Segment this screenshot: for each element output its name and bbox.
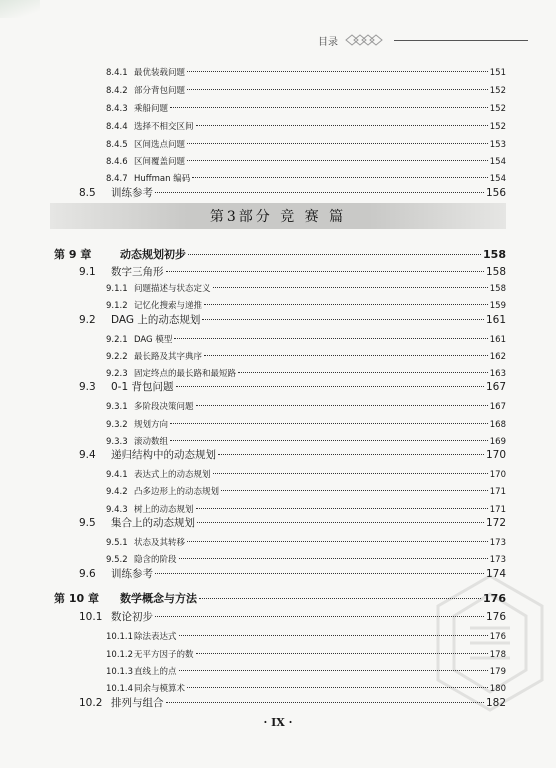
entry-number: 9.4.3	[106, 505, 128, 515]
toc-entry[interactable]	[106, 435, 506, 447]
toc-entry[interactable]	[106, 503, 506, 515]
entry-number: 9.3.3	[106, 437, 128, 447]
entry-number: 10.1.2	[106, 650, 134, 660]
dot-leader	[221, 490, 488, 491]
entry-title: 排列与组合	[111, 697, 164, 709]
toc-chapter-entry[interactable]	[54, 246, 506, 262]
toc-entry[interactable]	[79, 447, 506, 462]
dot-leader	[213, 473, 488, 474]
entry-page: 152	[489, 122, 506, 132]
entry-page: 172	[485, 517, 506, 529]
library-stamp-watermark	[430, 568, 550, 718]
entry-title: 乘船问题	[134, 104, 169, 114]
chapter-number: 第 9 章	[54, 248, 92, 261]
entry-title: 滚动数组	[134, 437, 169, 447]
entry-page: 176	[483, 592, 506, 605]
entry-number: 9.1	[79, 266, 96, 278]
chapter-number: 第 10 章	[54, 592, 99, 605]
entry-page: 151	[489, 68, 506, 78]
entry-title: 多阶段决策问题	[134, 402, 194, 412]
entry-page: 159	[489, 301, 506, 311]
dot-leader	[176, 386, 484, 387]
dot-leader	[196, 405, 488, 406]
toc-entry[interactable]	[106, 333, 506, 345]
entry-title: 隐含的阶段	[134, 555, 177, 565]
entry-page: 170	[489, 470, 506, 480]
toc-entry[interactable]	[106, 367, 506, 379]
entry-number: 9.6	[79, 568, 96, 580]
dot-leader	[192, 177, 488, 178]
entry-number: 9.2.3	[106, 369, 128, 379]
entry-title: 区间选点问题	[134, 140, 186, 150]
entry-page: 153	[489, 140, 506, 150]
entry-number: 10.1.1	[106, 632, 134, 642]
dot-leader	[213, 287, 488, 288]
entry-number: 9.2.2	[106, 352, 128, 362]
entry-page: 168	[489, 420, 506, 430]
dot-leader	[204, 355, 488, 356]
page-corner-shade	[0, 0, 40, 18]
toc-entry[interactable]	[106, 120, 506, 132]
entry-title: Huffman 编码	[134, 174, 191, 184]
entry-number: 9.5.1	[106, 538, 128, 548]
part-banner	[50, 203, 506, 229]
entry-title: 状态及其转移	[134, 538, 186, 548]
entry-title: 树上的动态规划	[134, 505, 194, 515]
toc-entry[interactable]	[79, 379, 506, 394]
entry-page: 182	[485, 697, 506, 709]
toc-entry[interactable]	[106, 282, 506, 294]
entry-page: 167	[485, 381, 506, 393]
entry-page: 176	[485, 611, 506, 623]
entry-number: 8.4.4	[106, 122, 128, 132]
entry-page: 178	[489, 650, 506, 660]
entry-title: 表达式上的动态规划	[134, 470, 211, 480]
entry-page: 158	[489, 284, 506, 294]
running-header	[318, 30, 528, 50]
entry-number: 9.3.2	[106, 420, 128, 430]
entry-number: 9.2	[79, 314, 96, 326]
entry-page: 152	[489, 104, 506, 114]
dot-leader	[187, 89, 488, 90]
entry-title: 数字三角形	[111, 266, 164, 278]
entry-page: 173	[489, 555, 506, 565]
toc-entry[interactable]	[106, 102, 506, 114]
entry-title: 凸多边形上的动态规划	[134, 487, 220, 497]
entry-number: 9.3	[79, 381, 96, 393]
toc-entry[interactable]	[106, 485, 506, 497]
part-title: 第3部分 竞 赛 篇	[209, 209, 347, 225]
entry-title: 选择不相交区间	[134, 122, 194, 132]
entry-page: 169	[489, 437, 506, 447]
entry-number: 10.1.3	[106, 667, 134, 677]
entry-title: 集合上的动态规划	[111, 517, 195, 529]
entry-title: 最长路及其字典序	[134, 352, 203, 362]
entry-page: 179	[489, 667, 506, 677]
entry-title: 递归结构中的动态规划	[111, 449, 216, 461]
entry-title: 同余与模算术	[134, 684, 186, 694]
dot-leader	[204, 304, 488, 305]
entry-number: 8.4.5	[106, 140, 128, 150]
dot-leader	[170, 423, 488, 424]
entry-title: 数论初步	[111, 611, 153, 623]
dot-leader	[166, 271, 484, 272]
dot-leader	[202, 319, 484, 320]
dot-leader	[187, 71, 488, 72]
entry-title: DAG 模型	[134, 335, 173, 345]
entry-title: 规划方向	[134, 420, 169, 430]
toc-entry[interactable]	[106, 66, 506, 78]
entry-number: 8.5	[79, 187, 96, 199]
dot-leader	[174, 338, 487, 339]
ornament-icon	[344, 33, 388, 47]
entry-page: 154	[489, 174, 506, 184]
entry-page: 152	[489, 86, 506, 96]
entry-number: 8.4.6	[106, 157, 128, 167]
toc-entry[interactable]	[79, 264, 506, 279]
toc-entry[interactable]	[106, 468, 506, 480]
entry-page: 171	[489, 505, 506, 515]
dot-leader	[218, 454, 484, 455]
entry-number: 9.4	[79, 449, 96, 461]
dot-leader	[188, 254, 481, 255]
dot-leader	[196, 508, 488, 509]
toc-entry[interactable]	[79, 312, 506, 327]
toc-entry[interactable]	[106, 155, 506, 167]
header-rule	[394, 40, 528, 41]
entry-number: 9.3.1	[106, 402, 128, 412]
entry-number: 8.4.3	[106, 104, 128, 114]
entry-page: 161	[485, 314, 506, 326]
toc-entry[interactable]	[106, 84, 506, 96]
entry-page: 171	[489, 487, 506, 497]
entry-page: 158	[483, 248, 506, 261]
entry-title: 固定终点的最长路和最短路	[134, 369, 237, 379]
entry-number: 9.5.2	[106, 555, 128, 565]
entry-page: 154	[489, 157, 506, 167]
entry-title: 部分背包问题	[134, 86, 186, 96]
entry-page: 174	[485, 568, 506, 580]
entry-number: 9.4.2	[106, 487, 128, 497]
entry-title: 区间覆盖问题	[134, 157, 186, 167]
page-number: · IX ·	[263, 716, 293, 729]
toc-entry[interactable]	[106, 350, 506, 362]
entry-page: 176	[489, 632, 506, 642]
entry-title: 直线上的点	[134, 667, 177, 677]
entry-page: 173	[489, 538, 506, 548]
entry-number: 9.1.1	[106, 284, 128, 294]
toc-entry[interactable]	[106, 299, 506, 311]
entry-page: 170	[485, 449, 506, 461]
dot-leader	[187, 160, 488, 161]
header-title: 目录	[318, 36, 338, 48]
toc-entry[interactable]	[106, 138, 506, 150]
dot-leader	[187, 143, 488, 144]
entry-page: 156	[485, 187, 506, 199]
entry-page: 167	[489, 402, 506, 412]
entry-title: DAG 上的动态规划	[111, 314, 201, 326]
entry-number: 8.4.7	[106, 174, 128, 184]
entry-page: 158	[485, 266, 506, 278]
toc-entry[interactable]	[79, 185, 506, 200]
toc-entry[interactable]	[106, 553, 506, 565]
chapter-title: 数学概念与方法	[120, 592, 197, 605]
chapter-title: 动态规划初步	[120, 248, 186, 261]
entry-number: 9.5	[79, 517, 96, 529]
entry-number: 10.1.4	[106, 684, 134, 694]
dot-leader	[196, 125, 488, 126]
entry-page: 180	[489, 684, 506, 694]
entry-title: 训练参考	[111, 187, 153, 199]
toc-entry[interactable]	[106, 536, 506, 548]
entry-page: 163	[489, 369, 506, 379]
toc-entry[interactable]	[79, 515, 506, 530]
entry-title: 除法表达式	[134, 632, 177, 642]
entry-title: 问题描述与状态定义	[134, 284, 211, 294]
entry-number: 9.1.2	[106, 301, 128, 311]
dot-leader	[155, 192, 484, 193]
dot-leader	[238, 372, 488, 373]
dot-leader	[187, 541, 488, 542]
entry-title: 0-1 背包问题	[111, 381, 174, 393]
entry-number: 9.4.1	[106, 470, 128, 480]
entry-title: 最优装载问题	[134, 68, 186, 78]
toc-entry[interactable]	[106, 400, 506, 412]
entry-number: 9.2.1	[106, 335, 128, 345]
entry-page: 161	[489, 335, 506, 345]
entry-number: 10.1	[79, 611, 103, 623]
entry-page: 162	[489, 352, 506, 362]
entry-number: 10.2	[79, 697, 103, 709]
entry-number: 8.4.1	[106, 68, 128, 78]
toc-entry[interactable]	[106, 172, 506, 184]
entry-number: 8.4.2	[106, 86, 128, 96]
dot-leader	[197, 522, 484, 523]
entry-title: 无平方因子的数	[134, 650, 194, 660]
toc-entry[interactable]	[106, 418, 506, 430]
dot-leader	[170, 107, 488, 108]
entry-title: 训练参考	[111, 568, 153, 580]
entry-title: 记忆化搜索与递推	[134, 301, 203, 311]
dot-leader	[179, 558, 488, 559]
dot-leader	[170, 440, 488, 441]
